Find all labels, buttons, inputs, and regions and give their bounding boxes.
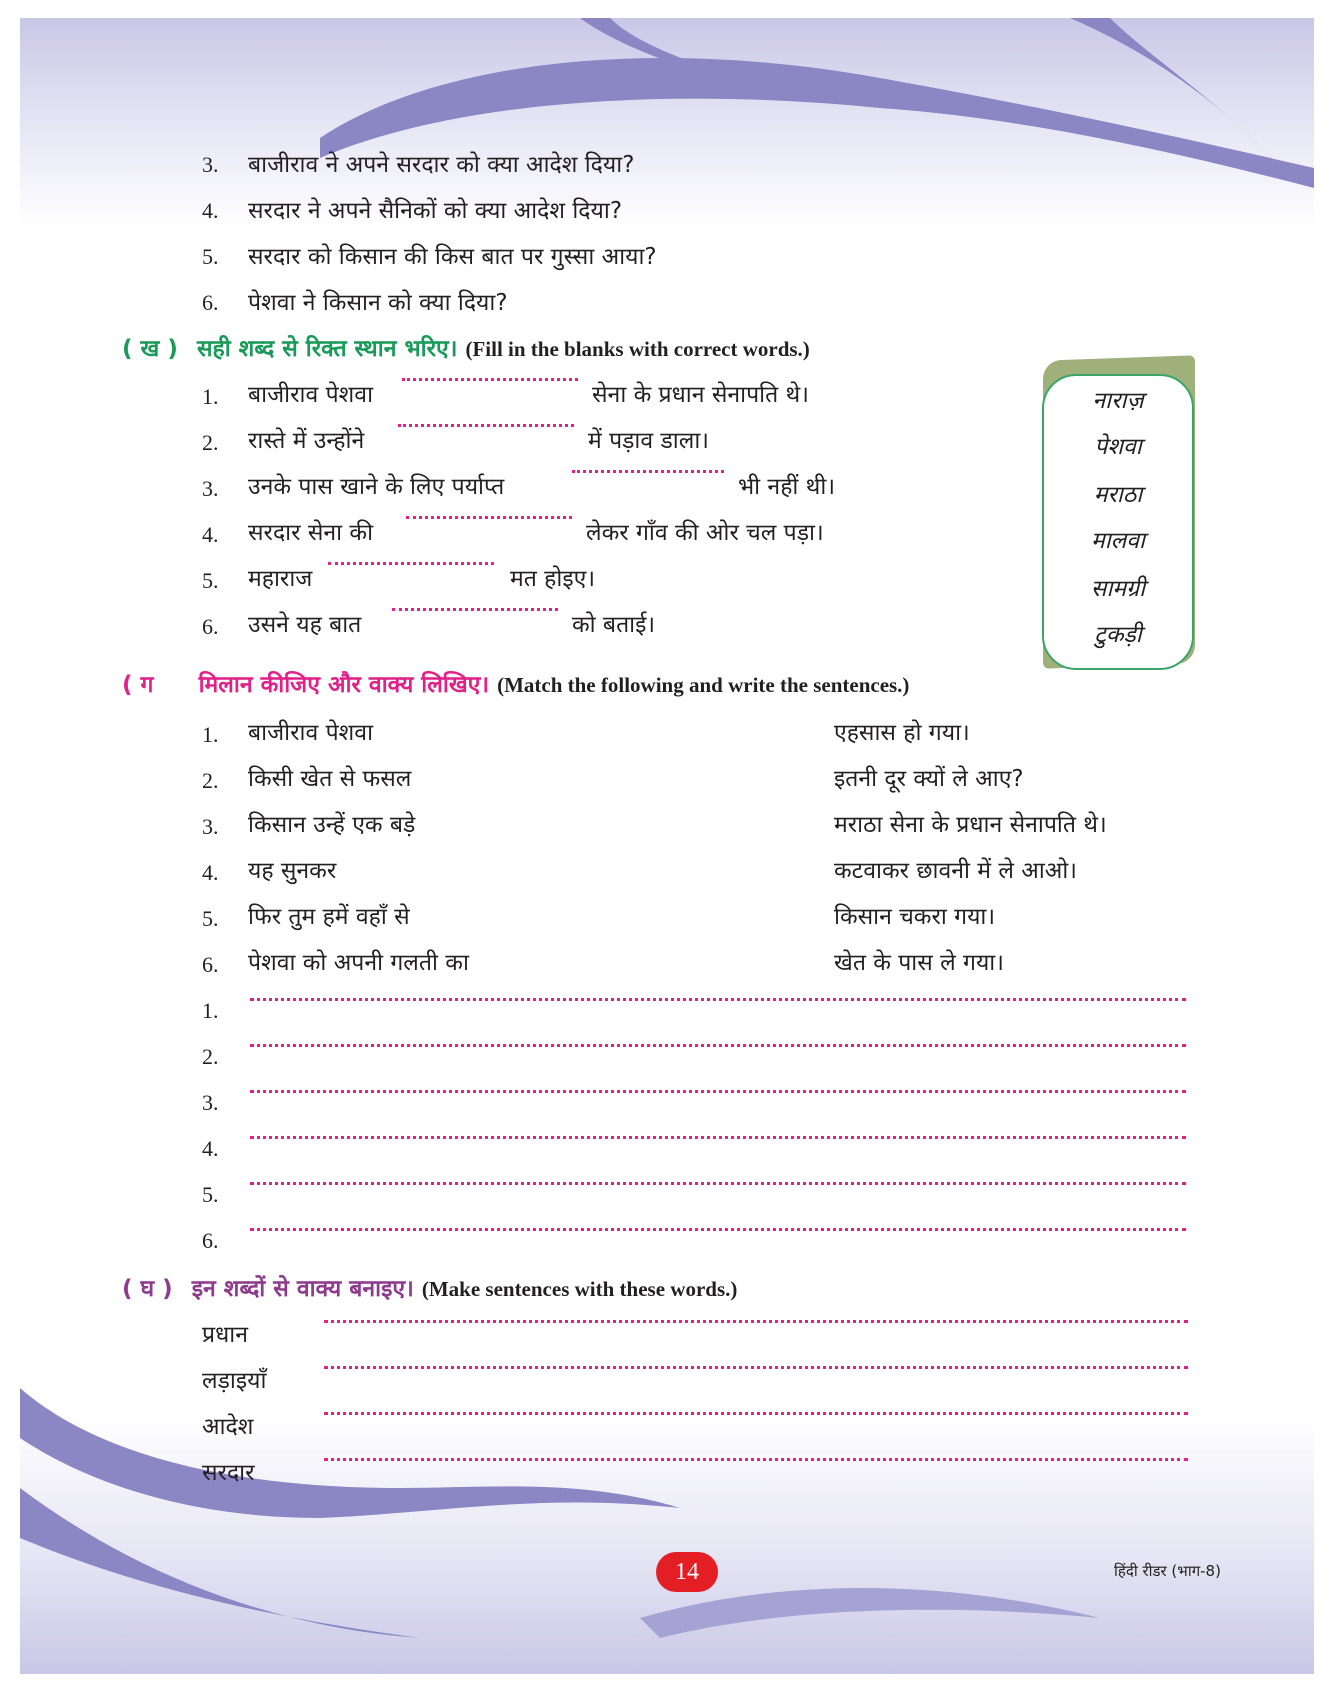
match-left: पेशवा को अपनी गलती का <box>248 950 469 976</box>
match-number: 4. <box>202 860 219 885</box>
blank-before: रास्ते में उन्होंने <box>248 428 365 454</box>
section-english: (Match the following and write the sentences.) <box>497 673 910 697</box>
question-text: सरदार को किसान की किस बात पर गुस्सा आया? <box>248 244 657 270</box>
match-left: किसान उन्हें एक बड़े <box>248 812 416 838</box>
answer-line[interactable] <box>250 998 1186 1001</box>
word-option: मराठा <box>1093 482 1143 508</box>
blank-number: 2. <box>202 430 219 455</box>
blank-after: सेना के प्रधान सेनापति थे। <box>592 382 809 408</box>
answer-number: 3. <box>202 1090 219 1115</box>
blank-after: में पड़ाव डाला। <box>588 428 710 454</box>
word-option: पेशवा <box>1094 434 1142 460</box>
answer-number: 4. <box>202 1136 219 1161</box>
answer-line[interactable] <box>250 1228 1186 1231</box>
answer-line[interactable] <box>250 1136 1186 1139</box>
match-left: फिर तुम हमें वहाँ से <box>248 904 410 930</box>
match-number: 3. <box>202 814 219 839</box>
match-left: बाजीराव पेशवा <box>248 720 374 746</box>
sentence-line[interactable] <box>324 1458 1188 1461</box>
sentence-line[interactable] <box>324 1366 1188 1369</box>
section-marker: ( ख ) <box>122 336 178 362</box>
question-number: 3. <box>202 152 219 177</box>
match-right: किसान चकरा गया। <box>834 904 996 930</box>
section-gha-heading <box>122 1274 737 1306</box>
book-title: हिंदी रीडर (भाग-8) <box>1114 1562 1221 1580</box>
match-number: 2. <box>202 768 219 793</box>
match-number: 6. <box>202 952 219 977</box>
blank-before: उनके पास खाने के लिए पर्याप्त <box>248 474 505 500</box>
match-right: कटवाकर छावनी में ले आओ। <box>834 858 1078 884</box>
fill-blank[interactable] <box>328 562 494 565</box>
answer-number: 5. <box>202 1182 219 1207</box>
match-number: 1. <box>202 722 219 747</box>
match-number: 5. <box>202 906 219 931</box>
answer-number: 1. <box>202 998 219 1023</box>
bottom-swirl-3 <box>640 1588 1100 1638</box>
answer-number: 6. <box>202 1228 219 1253</box>
blank-number: 1. <box>202 384 219 409</box>
question-number: 5. <box>202 244 219 269</box>
blank-number: 4. <box>202 522 219 547</box>
word-option: मालवा <box>1090 528 1146 554</box>
blank-before: सरदार सेना की <box>248 520 374 546</box>
blank-after: लेकर गाँव की ओर चल पड़ा। <box>586 520 824 546</box>
bottom-swirl <box>20 1388 680 1518</box>
match-left: यह सुनकर <box>248 858 337 884</box>
section-english: (Make sentences with these words.) <box>421 1277 738 1301</box>
match-right: एहसास हो गया। <box>834 720 970 746</box>
section-title: इन शब्दों से वाक्य बनाइए। <box>191 1276 414 1302</box>
answer-line[interactable] <box>250 1182 1186 1185</box>
match-left: किसी खेत से फसल <box>248 766 412 792</box>
workbook-page <box>20 18 1314 1674</box>
fill-blank[interactable] <box>392 608 558 611</box>
blank-before: उसने यह बात <box>248 612 362 638</box>
question-text: बाजीराव ने अपने सरदार को क्या आदेश दिया? <box>248 152 635 178</box>
section-english: (Fill in the blanks with correct words.) <box>465 337 810 361</box>
match-right: खेत के पास ले गया। <box>834 950 1004 976</box>
word-option: टुकड़ी <box>1094 622 1142 648</box>
sentence-line[interactable] <box>324 1320 1188 1323</box>
word-box <box>1042 374 1194 670</box>
blank-after: को बताई। <box>572 612 656 638</box>
fill-blank[interactable] <box>402 378 578 381</box>
question-text: पेशवा ने किसान को क्या दिया? <box>248 290 508 316</box>
word-option: नाराज़ <box>1092 388 1144 414</box>
answer-number: 2. <box>202 1044 219 1069</box>
section-marker: ( घ ) <box>122 1276 173 1302</box>
blank-before: महाराज <box>248 566 313 592</box>
question-text: सरदार ने अपने सैनिकों को क्या आदेश दिया? <box>248 198 623 224</box>
blank-number: 3. <box>202 476 219 501</box>
fill-blank[interactable] <box>406 516 572 519</box>
question-number: 4. <box>202 198 219 223</box>
section-title: सही शब्द से रिक्त स्थान भरिए। <box>196 336 458 362</box>
match-right: इतनी दूर क्यों ले आए? <box>834 766 1024 792</box>
answer-line[interactable] <box>250 1044 1186 1047</box>
question-number: 6. <box>202 290 219 315</box>
sentence-word: सरदार <box>202 1460 255 1486</box>
sentence-word: आदेश <box>202 1414 254 1440</box>
sentence-word: प्रधान <box>202 1322 248 1348</box>
sentence-line[interactable] <box>324 1412 1188 1415</box>
fill-blank[interactable] <box>572 470 724 473</box>
sentence-word: लड़ाइयाँ <box>202 1368 267 1394</box>
section-title: मिलान कीजिए और वाक्य लिखिए। <box>198 672 490 698</box>
section-ga-heading <box>122 670 909 702</box>
section-kha-heading <box>122 334 810 366</box>
word-option: सामग्री <box>1090 576 1146 602</box>
page-number: 14 <box>656 1552 718 1592</box>
match-right: मराठा सेना के प्रधान सेनापति थे। <box>834 812 1107 838</box>
blank-before: बाजीराव पेशवा <box>248 382 374 408</box>
answer-line[interactable] <box>250 1090 1186 1093</box>
blank-number: 5. <box>202 568 219 593</box>
blank-after: मत होइए। <box>510 566 596 592</box>
blank-after: भी नहीं थी। <box>738 474 836 500</box>
section-marker: ( ग <box>122 672 154 698</box>
blank-number: 6. <box>202 614 219 639</box>
fill-blank[interactable] <box>398 424 574 427</box>
